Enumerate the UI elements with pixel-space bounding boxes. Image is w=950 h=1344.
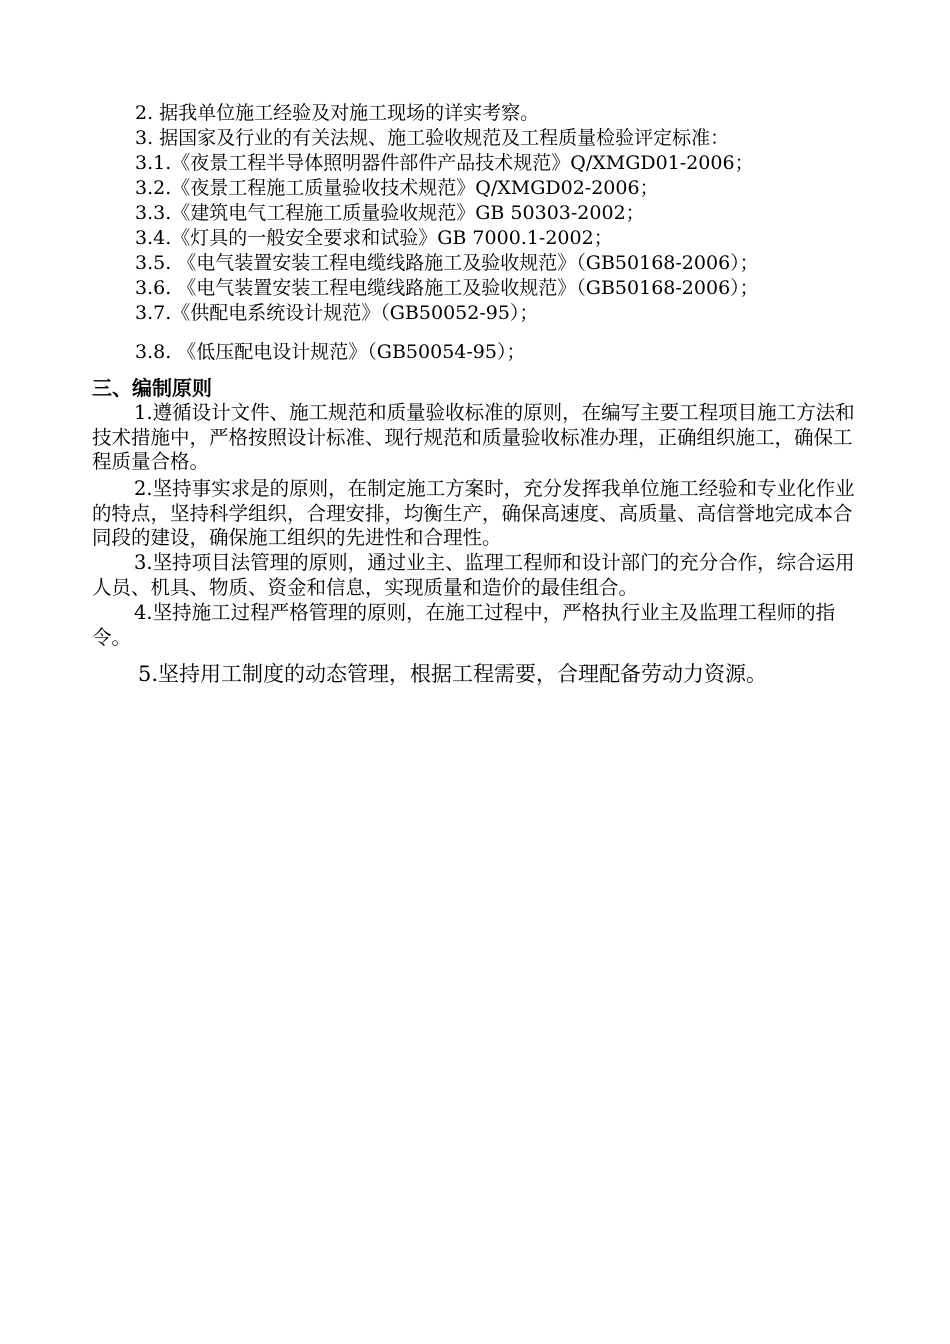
basis-item-3-5: 3.5. 《电气装置安装工程电缆线路施工及验收规范》（GB50168-2006）； bbox=[135, 252, 759, 274]
basis-item-3-2: 3.2.《夜景工程施工质量验收技术规范》Q/XMGD02-2006； bbox=[135, 177, 659, 199]
basis-item-2: 2. 据我单位施工经验及对施工现场的详实考察。 bbox=[135, 102, 540, 124]
basis-item-3-6: 3.6. 《电气装置安装工程电缆线路施工及验收规范》（GB50168-2006）； bbox=[135, 277, 759, 299]
principle-text-2: 2.坚持事实求是的原则，在制定施工方案时，充分发挥我单位施工经验和专业化作业的特点，坚持科学组织，合理安排，均衡生产，确保高速度、高质量、高信誉地完成本合同段的建设，确保施工组织的先进性和合理性。 bbox=[92, 477, 855, 549]
principle-text-1: 1.遵循设计文件、施工规范和质量验收标准的原则，在编写主要工程项目施工方法和技术措施中，严格按照设计标准、现行规范和质量验收标准办理，正确组织施工，确保工程质量合格。 bbox=[92, 401, 855, 473]
principle-text-4: 4.坚持施工过程严格管理的原则，在施工过程中，严格执行业主及监理工程师的指令。 bbox=[92, 601, 836, 649]
principle-paragraph-5: 5.坚持用工制度的动态管理，根据工程需要，合理配备劳动力资源。 bbox=[138, 662, 768, 686]
principle-text-3: 3.坚持项目法管理的原则，通过业主、监理工程师和设计部门的充分合作，综合运用人员、机具、物质、资金和信息，实现质量和造价的最佳组合。 bbox=[92, 551, 855, 599]
basis-item-3-8: 3.8. 《低压配电设计规范》（GB50054-95）； bbox=[135, 341, 526, 363]
principle-paragraph-3 bbox=[92, 551, 862, 600]
principle-paragraph-2 bbox=[92, 477, 862, 551]
basis-item-3-4: 3.4.《灯具的一般安全要求和试验》GB 7000.1-2002； bbox=[135, 227, 613, 249]
basis-item-3: 3. 据国家及行业的有关法规、施工验收规范及工程质量检验评定标准： bbox=[135, 127, 730, 149]
principle-paragraph-1 bbox=[92, 401, 862, 475]
principle-paragraph-4 bbox=[92, 601, 862, 650]
basis-item-3-1: 3.1.《夜景工程半导体照明器件部件产品技术规范》Q/XMGD01-2006； bbox=[135, 152, 754, 174]
section-heading: 三、编制原则 bbox=[92, 376, 212, 400]
basis-item-3-3: 3.3.《建筑电气工程施工质量验收规范》GB 50303-2002； bbox=[135, 202, 645, 224]
basis-item-3-7: 3.7.《供配电系统设计规范》（GB50052-95）； bbox=[135, 302, 539, 324]
